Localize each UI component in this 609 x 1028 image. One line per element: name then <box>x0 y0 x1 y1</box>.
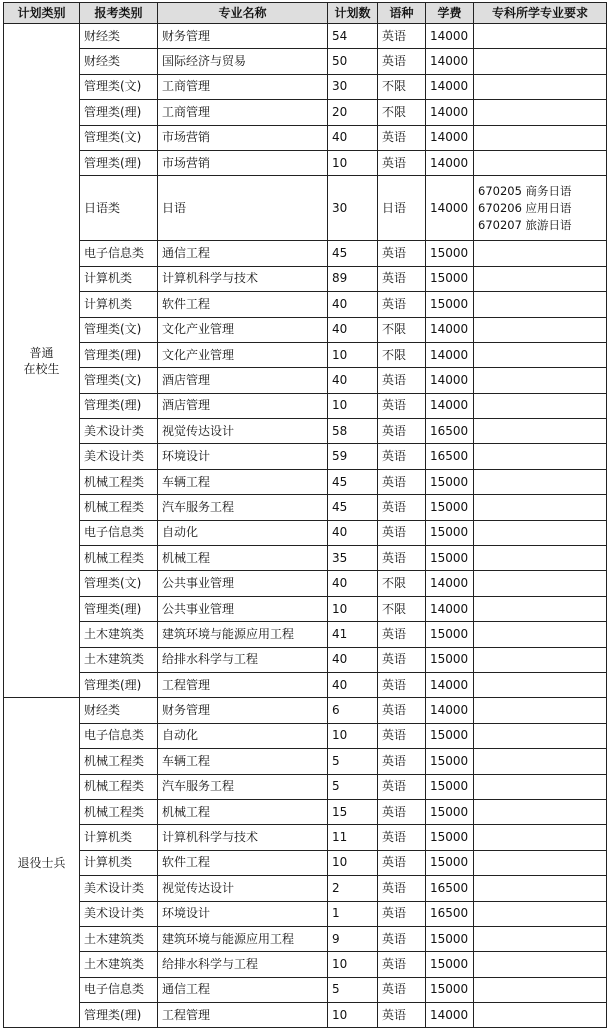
apply-category-cell: 土木建筑类 <box>80 926 158 951</box>
table-row <box>4 799 607 824</box>
language-cell: 英语 <box>378 1003 426 1028</box>
apply-category-cell: 管理类(文) <box>80 125 158 150</box>
language-cell: 英语 <box>378 444 426 469</box>
requirement-cell <box>474 49 607 74</box>
table-row <box>4 952 607 977</box>
requirement-cell <box>474 596 607 621</box>
tuition-cell: 14000 <box>426 125 474 150</box>
major-name-cell: 环境设计 <box>158 901 328 926</box>
language-cell: 英语 <box>378 876 426 901</box>
tuition-cell: 14000 <box>426 596 474 621</box>
requirement-cell <box>474 622 607 647</box>
major-name-cell: 公共事业管理 <box>158 571 328 596</box>
table-body <box>4 24 607 1028</box>
plan-count-cell: 10 <box>328 393 378 418</box>
apply-category-cell: 计算机类 <box>80 292 158 317</box>
header-plan-category: 计划类别 <box>4 3 80 24</box>
tuition-cell: 15000 <box>426 495 474 520</box>
major-name-cell: 市场营销 <box>158 150 328 175</box>
major-name-cell: 工程管理 <box>158 1003 328 1028</box>
apply-category-cell: 管理类(理) <box>80 1003 158 1028</box>
plan-count-cell: 5 <box>328 749 378 774</box>
language-cell: 英语 <box>378 368 426 393</box>
tuition-cell: 14000 <box>426 368 474 393</box>
table-row <box>4 698 607 723</box>
requirement-cell <box>474 74 607 99</box>
apply-category-cell: 机械工程类 <box>80 774 158 799</box>
tuition-cell: 15000 <box>426 241 474 266</box>
tuition-cell: 14000 <box>426 150 474 175</box>
tuition-cell: 16500 <box>426 901 474 926</box>
table-row <box>4 825 607 850</box>
tuition-cell: 15000 <box>426 622 474 647</box>
plan-count-cell: 40 <box>328 368 378 393</box>
plan-count-cell: 5 <box>328 774 378 799</box>
major-name-cell: 工商管理 <box>158 74 328 99</box>
apply-category-cell: 计算机类 <box>80 266 158 291</box>
requirement-cell <box>474 150 607 175</box>
requirement-cell <box>474 368 607 393</box>
table-row <box>4 74 607 99</box>
tuition-cell: 14000 <box>426 342 474 367</box>
language-cell: 英语 <box>378 495 426 520</box>
language-cell: 英语 <box>378 698 426 723</box>
language-cell: 英语 <box>378 901 426 926</box>
apply-category-cell: 管理类(理) <box>80 100 158 125</box>
table-row <box>4 901 607 926</box>
table-row <box>4 520 607 545</box>
apply-category-cell: 管理类(理) <box>80 393 158 418</box>
major-name-cell: 公共事业管理 <box>158 596 328 621</box>
language-cell: 英语 <box>378 825 426 850</box>
requirement-cell <box>474 393 607 418</box>
apply-category-cell: 财经类 <box>80 49 158 74</box>
language-cell: 英语 <box>378 799 426 824</box>
requirement-cell <box>474 876 607 901</box>
major-name-cell: 给排水科学与工程 <box>158 952 328 977</box>
requirement-cell <box>474 571 607 596</box>
major-name-cell: 自动化 <box>158 520 328 545</box>
plan-count-cell: 40 <box>328 647 378 672</box>
language-cell: 英语 <box>378 672 426 697</box>
requirement-cell <box>474 952 607 977</box>
major-name-cell: 建筑环境与能源应用工程 <box>158 622 328 647</box>
language-cell: 英语 <box>378 850 426 875</box>
language-cell: 英语 <box>378 622 426 647</box>
plan-count-cell: 10 <box>328 596 378 621</box>
language-cell: 英语 <box>378 49 426 74</box>
table-row <box>4 495 607 520</box>
plan-count-cell: 10 <box>328 1003 378 1028</box>
apply-category-cell: 机械工程类 <box>80 469 158 494</box>
language-cell: 不限 <box>378 100 426 125</box>
major-name-cell: 机械工程 <box>158 799 328 824</box>
major-name-cell: 通信工程 <box>158 241 328 266</box>
plan-count-cell: 10 <box>328 342 378 367</box>
plan-count-cell: 40 <box>328 125 378 150</box>
apply-category-cell: 管理类(理) <box>80 342 158 367</box>
plan-count-cell: 40 <box>328 317 378 342</box>
tuition-cell: 14000 <box>426 74 474 99</box>
table-row <box>4 876 607 901</box>
major-name-cell: 日语 <box>158 176 328 241</box>
table-row <box>4 24 607 49</box>
language-cell: 不限 <box>378 74 426 99</box>
language-cell: 英语 <box>378 546 426 571</box>
tuition-cell: 14000 <box>426 672 474 697</box>
major-name-cell: 机械工程 <box>158 546 328 571</box>
table-row <box>4 723 607 748</box>
tuition-cell: 14000 <box>426 49 474 74</box>
plan-count-cell: 45 <box>328 469 378 494</box>
requirement-cell: 670205 商务日语 670206 应用日语 670207 旅游日语 <box>474 176 607 241</box>
apply-category-cell: 管理类(文) <box>80 368 158 393</box>
plan-count-cell: 1 <box>328 901 378 926</box>
requirement-cell <box>474 546 607 571</box>
tuition-cell: 15000 <box>426 850 474 875</box>
major-name-cell: 汽车服务工程 <box>158 495 328 520</box>
tuition-cell: 15000 <box>426 977 474 1002</box>
major-name-cell: 车辆工程 <box>158 469 328 494</box>
language-cell: 不限 <box>378 571 426 596</box>
apply-category-cell: 计算机类 <box>80 825 158 850</box>
language-cell: 英语 <box>378 749 426 774</box>
plan-count-cell: 40 <box>328 292 378 317</box>
major-name-cell: 文化产业管理 <box>158 317 328 342</box>
plan-count-cell: 50 <box>328 49 378 74</box>
tuition-cell: 16500 <box>426 876 474 901</box>
tuition-cell: 14000 <box>426 571 474 596</box>
plan-count-cell: 89 <box>328 266 378 291</box>
requirement-cell <box>474 901 607 926</box>
apply-category-cell: 美术设计类 <box>80 876 158 901</box>
requirement-cell <box>474 266 607 291</box>
language-cell: 英语 <box>378 266 426 291</box>
major-name-cell: 建筑环境与能源应用工程 <box>158 926 328 951</box>
major-name-cell: 计算机科学与技术 <box>158 825 328 850</box>
major-name-cell: 财务管理 <box>158 698 328 723</box>
apply-category-cell: 电子信息类 <box>80 723 158 748</box>
table-row <box>4 774 607 799</box>
apply-category-cell: 计算机类 <box>80 850 158 875</box>
plan-count-cell: 40 <box>328 571 378 596</box>
table-row <box>4 100 607 125</box>
apply-category-cell: 美术设计类 <box>80 901 158 926</box>
major-name-cell: 车辆工程 <box>158 749 328 774</box>
tuition-cell: 14000 <box>426 1003 474 1028</box>
header-language: 语种 <box>378 3 426 24</box>
plan-count-cell: 10 <box>328 723 378 748</box>
major-name-cell: 通信工程 <box>158 977 328 1002</box>
plan-count-cell: 35 <box>328 546 378 571</box>
tuition-cell: 15000 <box>426 520 474 545</box>
language-cell: 日语 <box>378 176 426 241</box>
major-name-cell: 给排水科学与工程 <box>158 647 328 672</box>
apply-category-cell: 机械工程类 <box>80 799 158 824</box>
requirement-cell <box>474 520 607 545</box>
requirement-cell <box>474 469 607 494</box>
language-cell: 英语 <box>378 774 426 799</box>
plan-count-cell: 30 <box>328 176 378 241</box>
major-name-cell: 国际经济与贸易 <box>158 49 328 74</box>
table-row <box>4 749 607 774</box>
apply-category-cell: 管理类(文) <box>80 571 158 596</box>
plan-category-cell: 退役士兵 <box>4 698 80 1028</box>
plan-count-cell: 45 <box>328 495 378 520</box>
major-name-cell: 环境设计 <box>158 444 328 469</box>
header-apply-category: 报考类别 <box>80 3 158 24</box>
requirement-cell <box>474 495 607 520</box>
apply-category-cell: 电子信息类 <box>80 241 158 266</box>
table-row <box>4 596 607 621</box>
plan-count-cell: 10 <box>328 850 378 875</box>
plan-count-cell: 40 <box>328 672 378 697</box>
apply-category-cell: 管理类(文) <box>80 317 158 342</box>
requirement-cell <box>474 292 607 317</box>
major-name-cell: 软件工程 <box>158 850 328 875</box>
language-cell: 英语 <box>378 469 426 494</box>
requirement-cell <box>474 241 607 266</box>
major-name-cell: 财务管理 <box>158 24 328 49</box>
requirement-cell <box>474 24 607 49</box>
major-name-cell: 工商管理 <box>158 100 328 125</box>
requirement-cell <box>474 723 607 748</box>
major-name-cell: 自动化 <box>158 723 328 748</box>
plan-count-cell: 6 <box>328 698 378 723</box>
major-name-cell: 软件工程 <box>158 292 328 317</box>
tuition-cell: 15000 <box>426 546 474 571</box>
tuition-cell: 15000 <box>426 266 474 291</box>
major-name-cell: 市场营销 <box>158 125 328 150</box>
language-cell: 英语 <box>378 723 426 748</box>
header-plan-count: 计划数 <box>328 3 378 24</box>
requirement-cell <box>474 1003 607 1028</box>
language-cell: 英语 <box>378 393 426 418</box>
language-cell: 英语 <box>378 647 426 672</box>
requirement-cell <box>474 698 607 723</box>
table-header-row <box>4 3 607 24</box>
tuition-cell: 15000 <box>426 647 474 672</box>
tuition-cell: 14000 <box>426 698 474 723</box>
apply-category-cell: 机械工程类 <box>80 749 158 774</box>
table-row <box>4 176 607 241</box>
plan-count-cell: 41 <box>328 622 378 647</box>
language-cell: 英语 <box>378 419 426 444</box>
language-cell: 英语 <box>378 977 426 1002</box>
tuition-cell: 15000 <box>426 952 474 977</box>
plan-count-cell: 2 <box>328 876 378 901</box>
requirement-cell <box>474 926 607 951</box>
header-requirement: 专科所学专业要求 <box>474 3 607 24</box>
requirement-cell <box>474 419 607 444</box>
tuition-cell: 15000 <box>426 774 474 799</box>
apply-category-cell: 土木建筑类 <box>80 647 158 672</box>
tuition-cell: 16500 <box>426 419 474 444</box>
apply-category-cell: 机械工程类 <box>80 495 158 520</box>
table-row <box>4 292 607 317</box>
major-name-cell: 工程管理 <box>158 672 328 697</box>
requirement-cell <box>474 749 607 774</box>
tuition-cell: 14000 <box>426 100 474 125</box>
apply-category-cell: 管理类(文) <box>80 74 158 99</box>
apply-category-cell: 管理类(理) <box>80 150 158 175</box>
tuition-cell: 14000 <box>426 317 474 342</box>
tuition-cell: 14000 <box>426 24 474 49</box>
major-name-cell: 视觉传达设计 <box>158 876 328 901</box>
apply-category-cell: 美术设计类 <box>80 444 158 469</box>
apply-category-cell: 管理类(理) <box>80 672 158 697</box>
header-tuition: 学费 <box>426 3 474 24</box>
requirement-cell <box>474 977 607 1002</box>
table-row <box>4 977 607 1002</box>
requirement-cell <box>474 100 607 125</box>
plan-count-cell: 40 <box>328 520 378 545</box>
apply-category-cell: 电子信息类 <box>80 977 158 1002</box>
tuition-cell: 15000 <box>426 749 474 774</box>
apply-category-cell: 电子信息类 <box>80 520 158 545</box>
plan-count-cell: 11 <box>328 825 378 850</box>
plan-category-cell: 普通 在校生 <box>4 24 80 698</box>
apply-category-cell: 财经类 <box>80 698 158 723</box>
apply-category-cell: 土木建筑类 <box>80 622 158 647</box>
language-cell: 英语 <box>378 150 426 175</box>
requirement-cell <box>474 774 607 799</box>
major-name-cell: 酒店管理 <box>158 393 328 418</box>
requirement-cell <box>474 799 607 824</box>
language-cell: 不限 <box>378 342 426 367</box>
major-name-cell: 酒店管理 <box>158 368 328 393</box>
language-cell: 不限 <box>378 596 426 621</box>
requirement-cell <box>474 317 607 342</box>
header-major-name: 专业名称 <box>158 3 328 24</box>
table-row <box>4 571 607 596</box>
requirement-cell <box>474 342 607 367</box>
tuition-cell: 15000 <box>426 292 474 317</box>
table-row <box>4 419 607 444</box>
requirement-cell <box>474 444 607 469</box>
table-row <box>4 926 607 951</box>
language-cell: 英语 <box>378 292 426 317</box>
plan-count-cell: 59 <box>328 444 378 469</box>
requirement-cell <box>474 672 607 697</box>
major-name-cell: 计算机科学与技术 <box>158 266 328 291</box>
language-cell: 英语 <box>378 24 426 49</box>
language-cell: 英语 <box>378 520 426 545</box>
language-cell: 不限 <box>378 317 426 342</box>
tuition-cell: 15000 <box>426 799 474 824</box>
table-row <box>4 49 607 74</box>
table-row <box>4 393 607 418</box>
language-cell: 英语 <box>378 241 426 266</box>
table-row <box>4 1003 607 1028</box>
apply-category-cell: 财经类 <box>80 24 158 49</box>
table-row <box>4 266 607 291</box>
apply-category-cell: 机械工程类 <box>80 546 158 571</box>
table-row <box>4 672 607 697</box>
plan-count-cell: 10 <box>328 952 378 977</box>
plan-count-cell: 9 <box>328 926 378 951</box>
plan-count-cell: 30 <box>328 74 378 99</box>
requirement-cell <box>474 825 607 850</box>
table-row <box>4 342 607 367</box>
plan-count-cell: 15 <box>328 799 378 824</box>
plan-count-cell: 10 <box>328 150 378 175</box>
major-name-cell: 视觉传达设计 <box>158 419 328 444</box>
table-row <box>4 444 607 469</box>
plan-count-cell: 20 <box>328 100 378 125</box>
language-cell: 英语 <box>378 125 426 150</box>
table-row <box>4 622 607 647</box>
tuition-cell: 15000 <box>426 825 474 850</box>
table-row <box>4 368 607 393</box>
table-row <box>4 647 607 672</box>
plan-count-cell: 5 <box>328 977 378 1002</box>
tuition-cell: 16500 <box>426 444 474 469</box>
plan-count-cell: 54 <box>328 24 378 49</box>
language-cell: 英语 <box>378 952 426 977</box>
table-row <box>4 150 607 175</box>
major-name-cell: 汽车服务工程 <box>158 774 328 799</box>
language-cell: 英语 <box>378 926 426 951</box>
tuition-cell: 15000 <box>426 926 474 951</box>
enrollment-plan-table <box>3 2 607 1028</box>
apply-category-cell: 美术设计类 <box>80 419 158 444</box>
table-row <box>4 469 607 494</box>
requirement-cell <box>474 125 607 150</box>
table-row <box>4 546 607 571</box>
apply-category-cell: 日语类 <box>80 176 158 241</box>
tuition-cell: 15000 <box>426 469 474 494</box>
tuition-cell: 14000 <box>426 393 474 418</box>
requirement-cell <box>474 647 607 672</box>
plan-count-cell: 45 <box>328 241 378 266</box>
table-row <box>4 241 607 266</box>
major-name-cell: 文化产业管理 <box>158 342 328 367</box>
tuition-cell: 14000 <box>426 176 474 241</box>
plan-count-cell: 58 <box>328 419 378 444</box>
table-row <box>4 317 607 342</box>
table-row <box>4 125 607 150</box>
apply-category-cell: 土木建筑类 <box>80 952 158 977</box>
tuition-cell: 15000 <box>426 723 474 748</box>
apply-category-cell: 管理类(理) <box>80 596 158 621</box>
